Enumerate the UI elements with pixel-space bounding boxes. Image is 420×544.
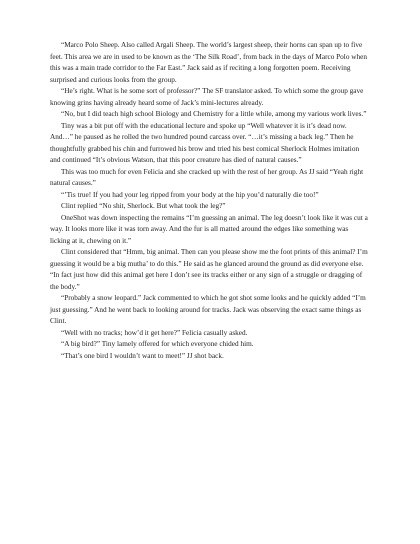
paragraph: “Marco Polo Sheep. Also called Argali Sheep. The world’s largest sheep, their horns can span up to five feet. This area we are in used to be known as the ‘The Silk Road’, from back in the days of Marco Polo when this was a main trade corridor to the Far East.” Jack said as if reciting a long forgotten poem. Receiving surprised and curious looks from the group.	[50, 41, 367, 84]
paragraph: “Well with no tracks; how’d it get here?” Felicia casually asked.	[61, 328, 248, 337]
paragraph: “He’s right. What is he some sort of professor?” The SF translator asked. To which some the group gave knowing grins having already heard some of Jack’s mini-lectures already.	[50, 87, 364, 107]
paragraph: Clint replied “No shit, Sherlock. But what took the leg?”	[61, 202, 226, 210]
paragraph: “No, but I did teach high school Biology and Chemistry for a little while, among my various work lives.”	[61, 110, 367, 118]
paragraph: “That’s one bird I wouldn’t want to meet!” JJ shot back.	[61, 351, 224, 360]
paragraph: “Probably a snow leopard.” Jack commented to which he got shot some looks and he quickly added “I’m just guessing.” And he went back to looking around for tracks. Jack was observing the exact same things as Clint.	[50, 294, 366, 325]
paragraph: Tiny was a bit put off with the educational lecture and spoke up “Well whatever it is it’s dead now. And…” he paused as he rolled the two hundred pound carcass over. “…it’s missing a back leg.” Then he thoughtfully grabbed his chin and furrowed his brow and tried his best comical Sherlock Holmes imitation and continued “It’s obvious Watson, that this poor creature has died of natural causes.”	[50, 121, 360, 164]
paragraph: OneShot was down inspecting the remains “I’m guessing an animal. The leg doesn’t look like it was cut a way. It looks more like it was torn away. And the fur is all matted around the edges like something was licking at it, chewing on it.”	[50, 213, 368, 245]
paragraph: This was too much for even Felicia and she cracked up with the rest of her group. As JJ said “Yeah right natural causes.”	[50, 167, 364, 187]
paragraph: “A big bird?” Tiny lamely offered for which everyone chided him.	[61, 340, 254, 348]
paragraph: “’Tis true! If you had your leg ripped from your body at the hip you’d naturally die too!”	[61, 190, 319, 199]
paragraph: Clint considered that “Hmm, big animal. Then can you please show me the foot prints of this animal? I’m guessing it would be a big mutha’ to do this.” He said as he glanced around the ground as did everyone else. “In fact just how did this animal get here I don’t see its tracks either or any sign of a struggle or dragging of the body.”	[50, 248, 368, 291]
